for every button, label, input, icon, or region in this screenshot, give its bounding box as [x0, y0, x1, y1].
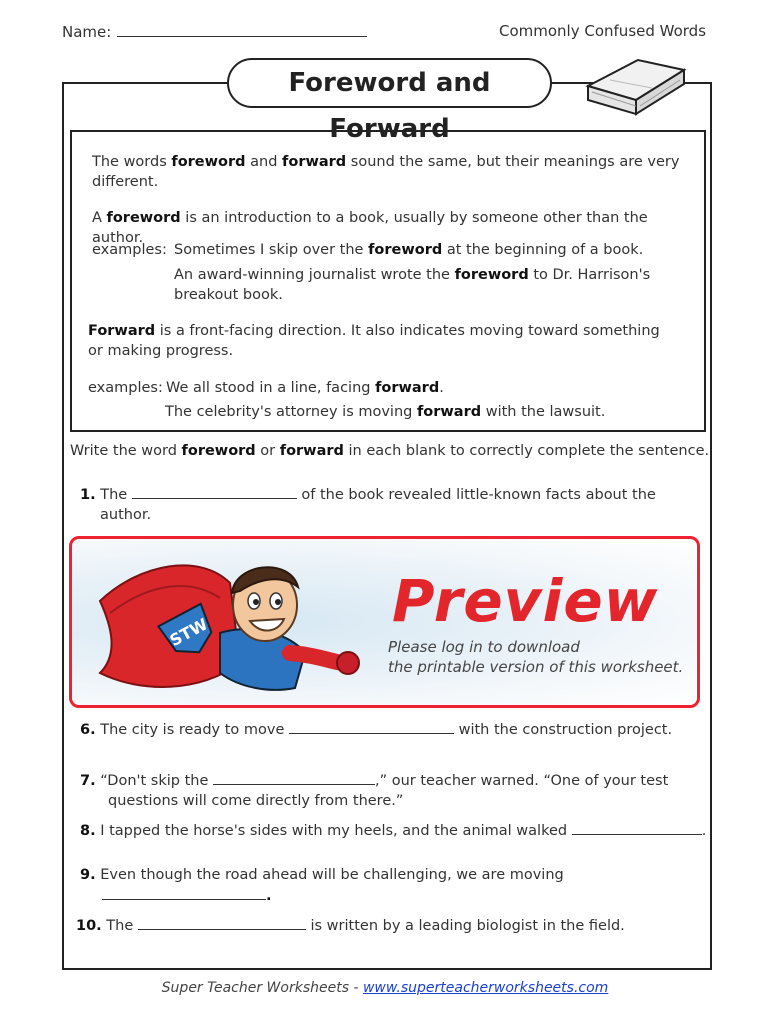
question-1: 1. The of the book revealed little-known facts about the author. [80, 484, 700, 525]
preview-title: Preview [392, 567, 659, 635]
answer-blank[interactable] [213, 770, 375, 785]
question-7: 7. “Don't skip the ,” our teacher warned. “One of your test questions will come directly from there.” [80, 770, 700, 811]
examples-foreword-label: examples: [92, 242, 167, 258]
book-icon [552, 52, 692, 132]
definition-foreword: A foreword is an introduction to a book, usually by someone other than the author. [92, 210, 648, 246]
preview-banner[interactable] [69, 536, 700, 708]
answer-blank[interactable] [138, 915, 306, 930]
worksheet-category: Commonly Confused Words [499, 22, 707, 40]
answer-blank[interactable] [102, 885, 266, 900]
name-label: Name: [62, 23, 112, 41]
intro-text: The words foreword and forward sound the same, but their meanings are very different. [92, 154, 680, 190]
question-6: 6. The city is ready to move with the construction project. [80, 719, 700, 740]
superhero-mascot-icon [80, 543, 380, 703]
answer-blank[interactable] [572, 820, 702, 835]
answer-blank[interactable] [132, 484, 297, 499]
examples-forward-label: examples: [88, 380, 163, 396]
footer: Super Teacher Worksheets - www.superteacherworksheets.com [161, 980, 609, 996]
example-foreword-1: Sometimes I skip over the foreword at the beginning of a book. [174, 242, 644, 258]
definition-forward: Forward is a front-facing direction. It also indicates moving toward something or making progress. [88, 323, 660, 359]
badge-text: STW [166, 614, 211, 651]
example-forward-1: We all stood in a line, facing forward. [166, 380, 444, 396]
example-foreword-2: An award-winning journalist wrote the foreword to Dr. Harrison's breakout book. [174, 267, 651, 303]
question-10: 10. The is written by a leading biologist in the field. [76, 915, 696, 936]
question-9: 9. Even though the road ahead will be challenging, we are moving . [80, 867, 564, 904]
page-title: Foreword and Forward [227, 58, 552, 108]
name-field [62, 22, 367, 41]
name-blank [117, 22, 367, 37]
answer-blank[interactable] [289, 719, 454, 734]
footer-link[interactable]: www.superteacherworksheets.com [362, 980, 609, 996]
instructions: Write the word foreword or forward in each blank to correctly complete the sentence. [70, 443, 710, 459]
preview-subtitle: Please log in to download the printable version of this worksheet. [388, 638, 684, 676]
question-8: 8. I tapped the horse's sides with my heels, and the animal walked . [80, 820, 720, 841]
example-forward-2: The celebrity's attorney is moving forward with the lawsuit. [165, 404, 606, 420]
